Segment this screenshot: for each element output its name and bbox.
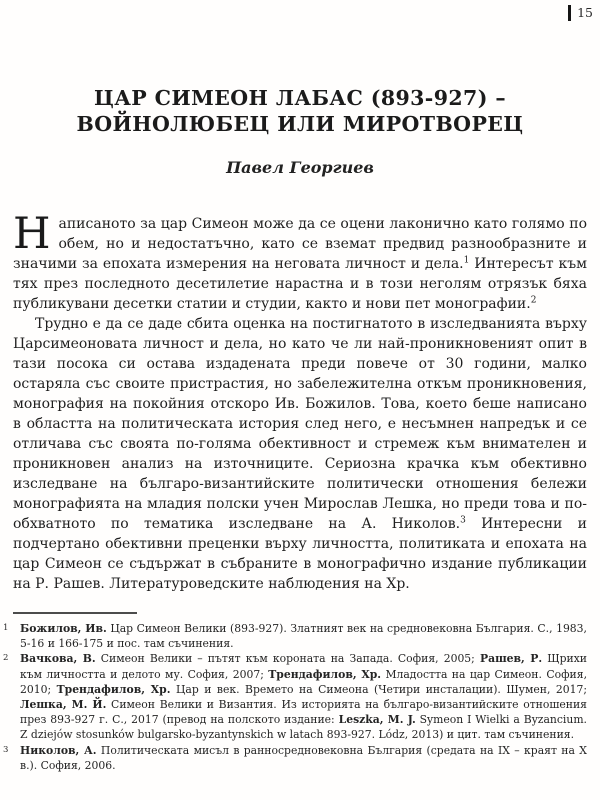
article-title [13, 0, 587, 137]
footnote-text: Младостта на цар Симеон. София, 2010; [20, 667, 587, 696]
footnote-reference: 1 [463, 255, 470, 266]
footnote-author: Вачкова, В. [20, 652, 96, 666]
footnote-text: Symeon I Wielki a Byzancium. Z dziejów stosunków bulgarsko-byzantynskich w latach 893-927. Lódz, 2013) и цит. там съчинения. [20, 713, 587, 742]
paragraph-text: Интересът към тях през последното десетилетие нарастна и в този неголям отрязък бяха публикувани десетки статии и студии, както и нови пет монографии. [13, 256, 587, 312]
body-paragraph [13, 214, 587, 314]
footnote [3, 743, 587, 773]
paragraph-text: Интересни и подчертано обективни преценки върху личността, политиката и епохата на цар Симеон се съдържат в събраните в монографично издание публикации на Р. Рашев. Литературоведските наблюдения на Хр. [13, 516, 587, 592]
footnote-text: Политическата мисъл в ранносредновековна България (средата на IX – краят на X в.). София, 2006. [20, 743, 587, 772]
dropcap-letter: Н [13, 214, 51, 259]
footnote-author: Рашев, Р. [479, 652, 543, 666]
footnote-separator [13, 612, 137, 614]
footnote-author: Божилов, Ив. [20, 622, 107, 635]
footnote-text: Цар Симеон Велики (893-927). Златният век на средновековна България. С., 1983, 5-16 и 166-175 и пос. там съчинения. [20, 622, 587, 651]
footnote-author: Николов, А. [20, 743, 97, 757]
footnote-text: Щрихи към личността и делото му. София, 2007; [20, 652, 587, 681]
footnote-text: Цар и век. Времето на Симеона (Четири инсталации). Шумен, 2017; [170, 682, 588, 696]
paragraph-text: Трудно е да се даде сбита оценка на постигнатото в изследванията върху Царсимеоновата личност и дела, но като че ли най-проникновеният опит в тази посока си остава издадената преди повече от 30 години, малко остаряла със своите пристрастия, но забележителна откъм проникновения, монография на покойния отскоро Ив. Божилов. Това, което беше написано в областта на политическата история след него, е несъмнен напредък и се отличава със своята по-голяма обективност и стремеж към внимателен и проникновен анализ на източниците. Сериозна крачка към обективно изследване на българо-византийските политически отношения бележи монографията на младия полски учен Мирослав Лешка, но преди това и по-обхватното по тематика изследване на А. Николов. [13, 316, 587, 532]
footnote [3, 651, 588, 742]
footnotes-list [3, 621, 588, 773]
footnote [3, 621, 587, 651]
footnote-number: 2 [3, 653, 9, 664]
page-number-bar [568, 5, 572, 21]
body-text [13, 214, 587, 618]
footnote-number: 3 [3, 744, 9, 755]
footnotes-section [3, 612, 588, 773]
footnote-reference: 2 [530, 295, 537, 306]
footnote-author: Трендафилов, Хр. [268, 667, 382, 681]
footnote-author: Leszka, M. J. [338, 713, 416, 727]
footnote-text: Симеон Велики – пътят към короната на Запада. София, 2005; [95, 652, 480, 666]
footnote-author: Лешка, М. Й. [20, 698, 107, 712]
article-title-line-1: ЦАР СИМЕОН ЛАБАС (893-927) – [94, 86, 506, 110]
footnote-text: Симеон Велики и Византия. Из историята на българо-византийските отношения през 893-927 г. С., 2017 (превод на полското издание: [20, 698, 587, 727]
article-author: Павел Георгиев [226, 158, 374, 177]
footnote-author: Трендафилов, Хр. [56, 682, 171, 696]
paragraph-text: аписаното за цар Симеон може да се оцени лаконично като голямо по обем, но и недостатъчно, като се вземат предвид разнообразните и значими за епохата измерения на неговата личност и дела. [13, 216, 587, 272]
footnote-number: 1 [3, 623, 9, 633]
body-paragraph [13, 314, 587, 594]
page-number: 15 [577, 5, 593, 20]
footnote-reference: 3 [460, 515, 466, 526]
article-title-line-2: ВОЙНОЛЮБЕЦ ИЛИ МИРОТВОРЕЦ [76, 111, 524, 136]
page-header [568, 5, 593, 21]
